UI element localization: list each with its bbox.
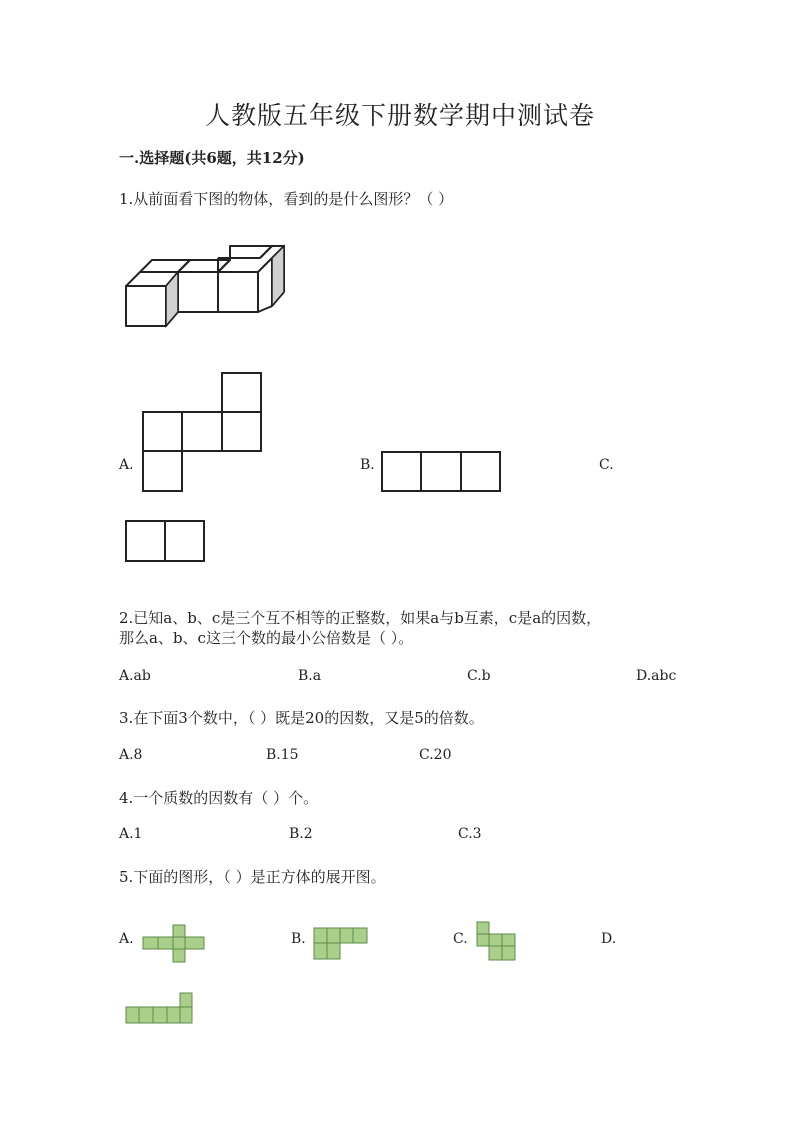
- section-heading: 一.选择题(共6题，共12分): [119, 149, 305, 167]
- q4-option-c[interactable]: C.3: [458, 826, 482, 842]
- question-4-text: 4.一个质数的因数有（ ）个。: [119, 789, 319, 807]
- question-2-text-line1: 2.已知a、b、c是三个互不相等的正整数，如果a与b互素，c是a的因数，: [119, 609, 602, 627]
- q5-option-b-label[interactable]: B.: [291, 931, 306, 947]
- q4-option-a[interactable]: A.1: [119, 826, 143, 842]
- q5-option-d-label[interactable]: D.: [601, 931, 617, 947]
- q3-option-b[interactable]: B.15: [266, 747, 299, 763]
- q5-option-c-net[interactable]: [477, 922, 515, 960]
- q3-option-a[interactable]: A.8: [119, 747, 143, 763]
- q2-option-b[interactable]: B.a: [298, 668, 322, 684]
- q1-option-a-label[interactable]: A.: [119, 457, 134, 473]
- question-2-text-line2: 那么a、b、c这三个数的最小公倍数是（ ）。: [119, 629, 414, 647]
- q5-option-c-label[interactable]: C.: [453, 931, 468, 947]
- page-title: 人教版五年级下册数学期中测试卷: [204, 101, 595, 130]
- q2-option-d[interactable]: D.abc: [636, 668, 677, 684]
- q1-option-b-label[interactable]: B.: [360, 457, 375, 473]
- q2-option-c[interactable]: C.b: [467, 668, 491, 684]
- q5-option-b-net[interactable]: [314, 928, 367, 959]
- q3-option-c[interactable]: C.20: [419, 747, 452, 763]
- q5-option-a-label[interactable]: A.: [119, 931, 134, 947]
- q2-option-a[interactable]: A.ab: [119, 668, 151, 684]
- q4-option-b[interactable]: B.2: [289, 826, 313, 842]
- question-1-text: 1.从前面看下图的物体，看到的是什么图形？（ ）: [119, 190, 454, 208]
- question-3-text: 3.在下面3个数中，（ ）既是20的因数，又是5的倍数。: [119, 709, 484, 727]
- q5-option-d-net[interactable]: [126, 993, 192, 1023]
- q5-option-a-net[interactable]: [143, 925, 204, 962]
- question-5-text: 5.下面的图形，（ ）是正方体的展开图。: [119, 868, 386, 886]
- q1-option-c-label[interactable]: C.: [599, 457, 614, 473]
